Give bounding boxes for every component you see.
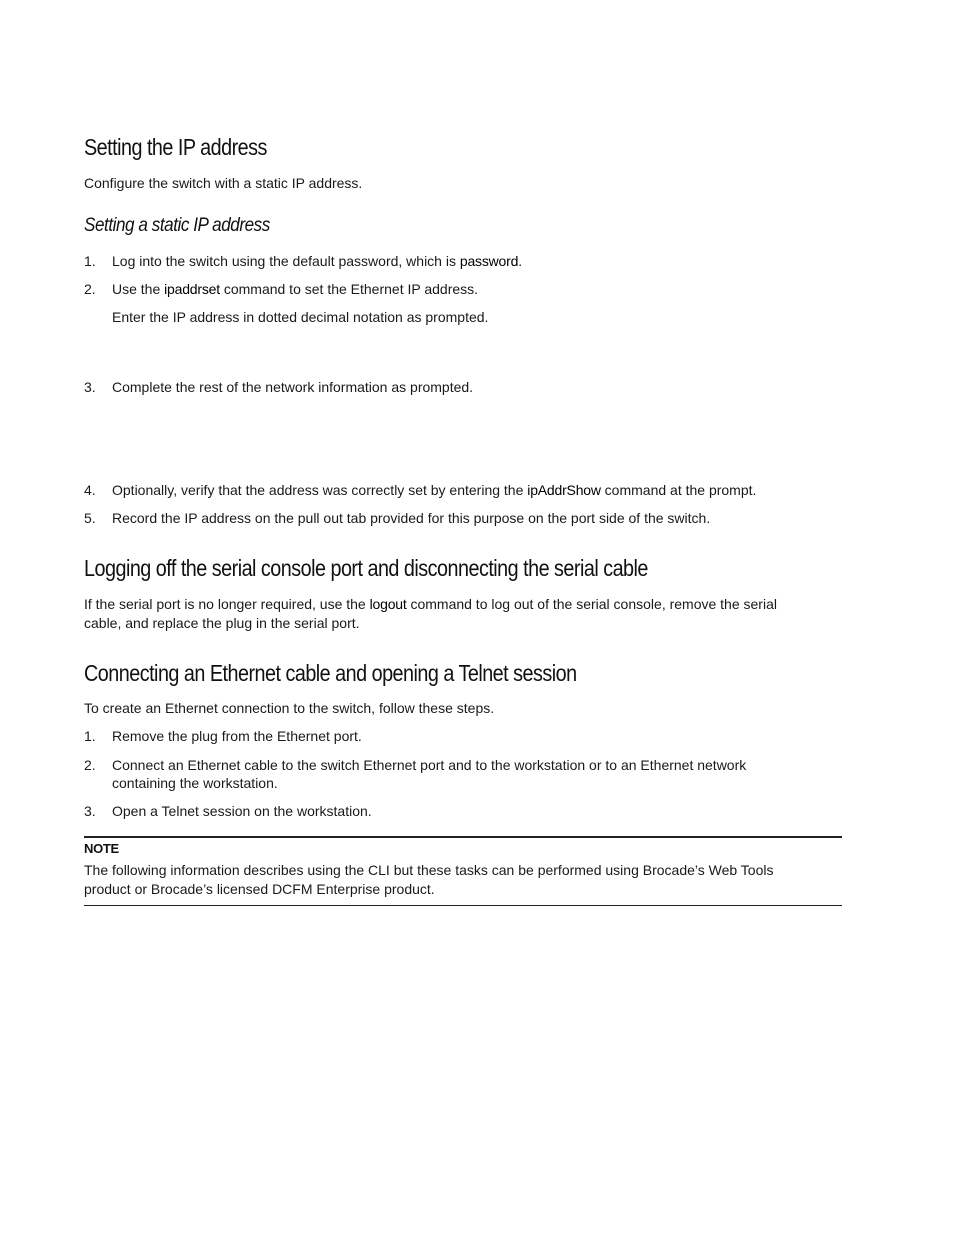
step-number: 4.: [84, 482, 96, 498]
step-text: .: [518, 253, 523, 269]
note-text-line2: product or Brocade’s licensed DCFM Enterprise product.: [84, 881, 435, 897]
subheading-static-ip: Setting a static IP address: [84, 215, 270, 236]
ethernet-intro: To create an Ethernet connection to the switch, follow these steps.: [84, 700, 495, 716]
list-item: Open a Telnet session on the workstation.: [112, 803, 372, 819]
step-number: 2.: [84, 281, 96, 297]
list-item: Remove the plug from the Ethernet port.: [112, 728, 362, 744]
section-heading-ip: Setting the IP address: [84, 134, 267, 160]
command-name: ipAddrShow: [527, 482, 601, 498]
list-item-continuation: containing the workstation.: [112, 775, 278, 791]
list-item: Record the IP address on the pull out tab provided for this purpose on the port side of the switch.: [112, 510, 711, 526]
section-heading-logoff: Logging off the serial console port and disconnecting the serial cable: [84, 555, 648, 581]
step-number: 3.: [84, 379, 96, 395]
step-text: command to set the Ethernet IP address.: [219, 281, 479, 297]
step-number: 1.: [84, 728, 96, 744]
section-heading-ethernet: Connecting an Ethernet cable and opening a Telnet session: [84, 660, 577, 686]
step-number: 1.: [84, 253, 96, 269]
command-name: ipaddrset: [164, 281, 220, 297]
paragraph-text: If the serial port is no longer required, use the: [84, 596, 370, 612]
step-number: 2.: [84, 757, 96, 773]
note-text: The following information describes using the CLI but these tasks can be performed using Brocade’s Web Tools: [84, 862, 774, 878]
step-text: command at the prompt.: [600, 482, 757, 498]
logoff-paragraph: [84, 595, 777, 614]
list-item: [112, 252, 522, 271]
logoff-paragraph-line2: cable, and replace the plug in the serial port.: [84, 615, 360, 631]
step-detail: Enter the IP address in dotted decimal notation as prompted.: [112, 309, 489, 325]
step-text: Log into the switch using the default password, which is: [112, 253, 460, 269]
list-item: [112, 280, 478, 299]
step-text: Use the: [112, 281, 165, 297]
paragraph-text: command to log out of the serial console, remove the serial: [406, 596, 777, 612]
step-text: Optionally, verify that the address was correctly set by entering the: [112, 482, 528, 498]
step-number: 5.: [84, 510, 96, 526]
note-label: NOTE: [84, 841, 119, 856]
step-number: 3.: [84, 803, 96, 819]
note-top-rule: [84, 836, 842, 838]
note-bottom-rule: [84, 905, 842, 906]
command-name: password: [459, 253, 519, 269]
ip-intro: Configure the switch with a static IP address.: [84, 175, 363, 191]
list-item: [112, 481, 756, 500]
list-item: Connect an Ethernet cable to the switch Ethernet port and to the workstation or to an Ethernet network: [112, 757, 747, 773]
command-name: logout: [369, 596, 407, 612]
list-item: Complete the rest of the network information as prompted.: [112, 379, 474, 395]
